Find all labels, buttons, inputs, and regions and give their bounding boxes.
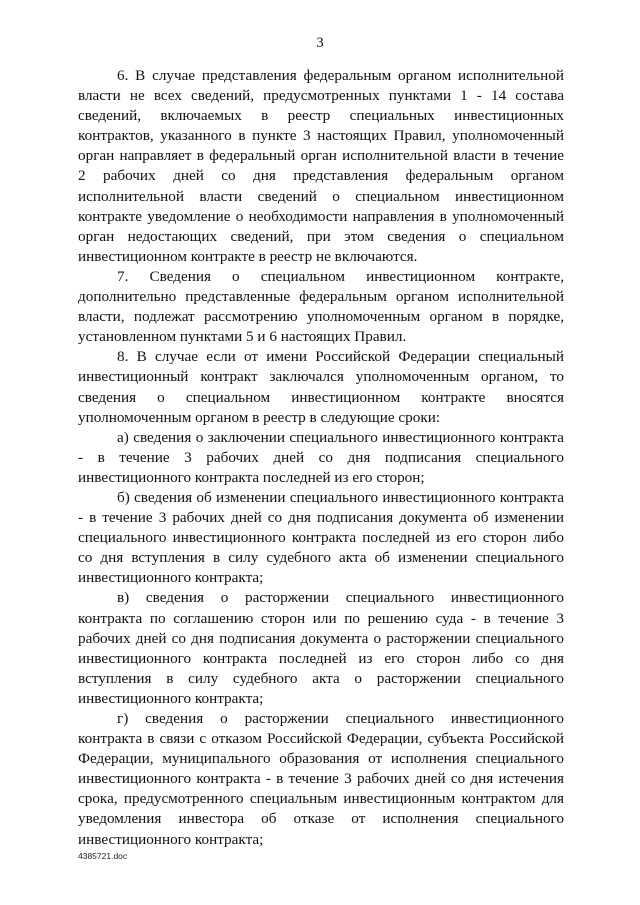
list-item-a-conclusion: а) сведения о заключении специального инвестиционного контракта - в течение 3 рабочих дней со дня подписания специального инвестиционного контракта последней из его сторон; [78,428,564,486]
paragraph-6-incomplete-info: 6. В случае представления федеральным органом исполнительной власти не всех сведений, предусмотренных пунктами 1 - 14 состава сведений, включаемых в реестр специальных инвестиционных контрактов, указанного в пункте 3 настоящих Правил, уполномоченный орган направляет в федеральный орган исполнительной власти в течение 2 рабочих дней со дня представления федеральным органом исполнительной власти сведений о специальном инвестиционном контракте уведомление о необходимости направления в уполномоченный орган недостающих сведений, при этом сведения о специальном инвестиционном контракте в реестр не включаются. [78,67,564,265]
document-body [78,66,564,850]
paragraph-7-additional-info: 7. Сведения о специальном инвестиционном контракте, дополнительно представленные федеральным органом исполнительной власти, подлежат рассмотрению уполномоченным органом в порядке, установленном пунктами 5 и 6 настоящих Правил. [78,267,564,346]
document-filename: 4385721.doc [78,851,128,861]
list-item-v-termination-agreement: в) сведения о расторжении специального инвестиционного контракта по соглашению сторон или по решению суда - в течение 3 рабочих дней со дня подписания документа о расторжении специального инвестиционного контракта последней из его сторон либо со дня вступления в силу судебного акта о расторжении специального инвестиционного контракта; [78,589,564,707]
page-number: 3 [316,35,324,51]
list-item-g-termination-refusal: г) сведения о расторжении специального инвестиционного контракта в связи с отказом Российской Федерации, субъекта Российской Федерации, муниципального образования от исполнения специального инвестиционного контракта - в течение 3 рабочих дней со дня истечения срока, предусмотренного специальным инвестиционным контрактом для уведомления инвестора об отказе от исполнения специального инвестиционного контракта; [78,710,564,848]
list-item-b-amendment: б) сведения об изменении специального инвестиционного контракта - в течение 3 рабочих дней со дня подписания документа об изменении специального инвестиционного контракта последней из его сторон либо со дня вступления в силу судебного акта об изменении специального инвестиционного контракта; [78,488,564,587]
paragraph-8-registry-deadlines: 8. В случае если от имени Российской Федерации специальный инвестиционный контракт заключался уполномоченным органом, то сведения о специальном инвестиционном контракте вносятся уполномоченным органом в реестр в следующие сроки: [78,348,564,426]
